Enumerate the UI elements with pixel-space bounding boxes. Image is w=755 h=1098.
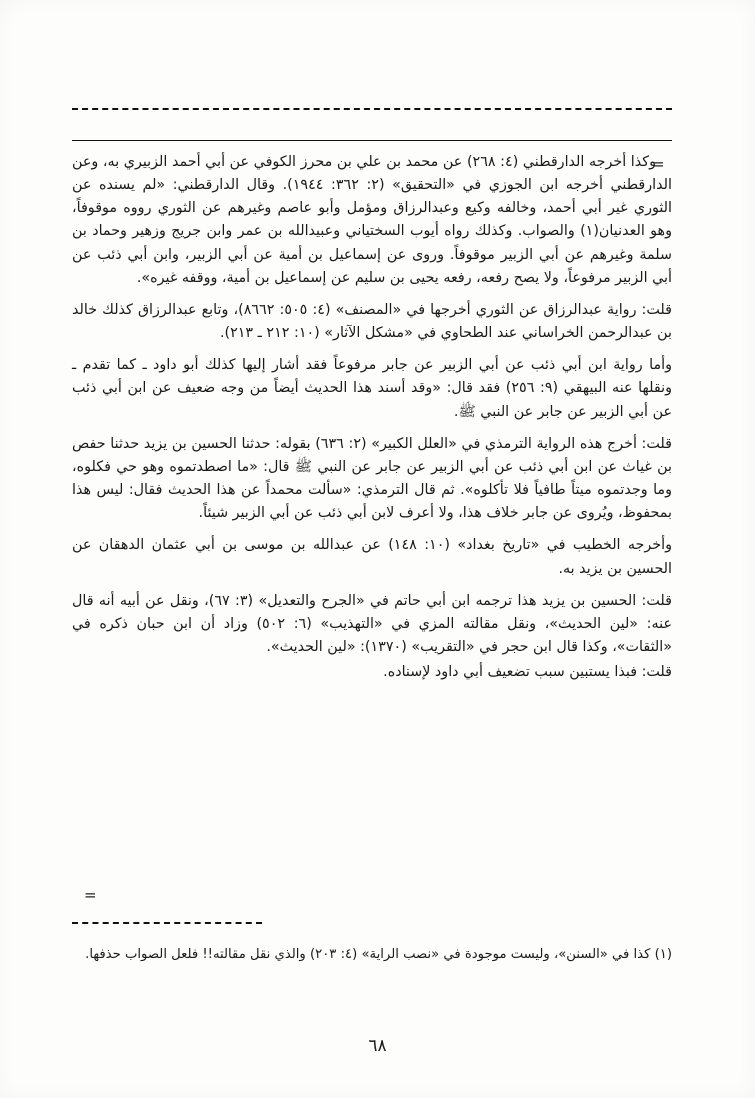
paragraph-5: وأخرجه الخطيب في «تاريخ بغداد» (١٠: ١٤٨) عن عبدالله بن موسى بن أبي عثمان الدهقان عن الحسين بن يزيد به. bbox=[72, 537, 672, 577]
footnote-marker: (١) bbox=[654, 947, 672, 962]
paragraph-2: قلت: رواية عبدالرزاق عن الثوري أخرجها في «المصنف» (٤: ٥٠٥: ٨٦٦٢)، وتابع عبدالرزاق كذلك خالد بن عبدالرحمن الخراساني عند الطحاوي في «مشكل الآثار» (١٠: ٢١٢ ـ ٢١٣). bbox=[72, 301, 672, 342]
paragraph-1: وكذا أخرجه الدارقطني (٤: ٢٦٨) عن محمد بن علي بن محرز الكوفي عن أبي أحمد الزبيري به، وعن الدارقطني أخرجه ابن الجوزي في «التحقيق» (٢: ٣٦٢: ١٩٤٤). وقال الدارقطني: «لم يسنده عن الثوري غير أبي أحمد، وخالفه وكيع وعبدالرزاق ومؤمل وأبو عاصم وغيرهم عن الثوري رووه موقوفاً، وهو العدنيان(١) والصواب. وكذلك رواه أيوب السختياني وعبيدالله بن عمر وابن جريج وزهير وحماد بن سلمة وغيرهم عن أبي الزبير موقوفاً. وروى عن إسماعيل بن أمية عن أبي الزبير، وابن أبي ذئب عن أبي الزبير مرفوعاً، ولا يصح رفعه، رفعه يحيى بن سليم عن إسماعيل بن أمية، ووقفه غيره». bbox=[72, 154, 672, 286]
footnote-block bbox=[72, 944, 672, 966]
margin-marker-bottom: = bbox=[84, 886, 97, 904]
page-number: ٦٨ bbox=[368, 1036, 387, 1056]
margin-marker-top: = bbox=[652, 155, 665, 173]
top-solid-rule bbox=[72, 140, 672, 141]
footnote-separator bbox=[72, 922, 262, 924]
paragraph-6: قلت: الحسين بن يزيد هذا ترجمه ابن أبي حاتم في «الجرح والتعديل» (٣: ٦٧)، ونقل عن أبيه أنه قال عنه: «لين الحديث»، ونقل مقالته المزي في «التهذيب» (٦: ٥٠٢) وزاد أن ابن حبان ذكره في «الثقات»، وكذا قال ابن حجر في «التقريب» (١٣٧٠): «لين الحديث». bbox=[72, 592, 672, 655]
footnote-text: كذا في «السنن»، وليست موجودة في «نصب الراية» (٤: ٢٠٣) والذي نقل مقالته!! فلعل الصواب حذفها. bbox=[85, 947, 651, 962]
top-dashed-rule bbox=[72, 108, 672, 112]
closing-line: قلت: فبذا يستبين سبب تضعيف أبي داود لإسناده. bbox=[383, 664, 672, 681]
paragraph-4: قلت: أخرج هذه الرواية الترمذي في «العلل الكبير» (٢: ٦٣٦) بقوله: حدثنا الحسين بن يزيد حدثنا حفص بن غياث عن ابن أبي ذئب عن أبي الزبير عن جابر عن النبي ﷺ قال: «ما اصطدتموه وهو حي فكلوه، وما وجدتموه ميتاً طافياً فلا تأكلوه». ثم قال الترمذي: «سألت محمداً عن هذا الحديث فقال: ليس هذا بمحفوظ، ويُروى عن جابر خلاف هذا، ولا أعرف لابن أبي ذئب عن أبي الزبير شيئاً. bbox=[72, 435, 672, 522]
paragraph-3: وأما رواية ابن أبي ذئب عن أبي الزبير عن جابر مرفوعاً فقد أشار إليها كذلك أبو داود ـ كما تقدم ـ ونقلها عنه البيهقي (٩: ٢٥٦) فقد قال: «وقد أسند هذا الحديث أيضاً من وجه ضعيف عن ابن أبي ذئب عن أبي الزبير عن جابر عن النبي ﷺ. bbox=[72, 357, 672, 420]
page-body bbox=[72, 108, 672, 686]
